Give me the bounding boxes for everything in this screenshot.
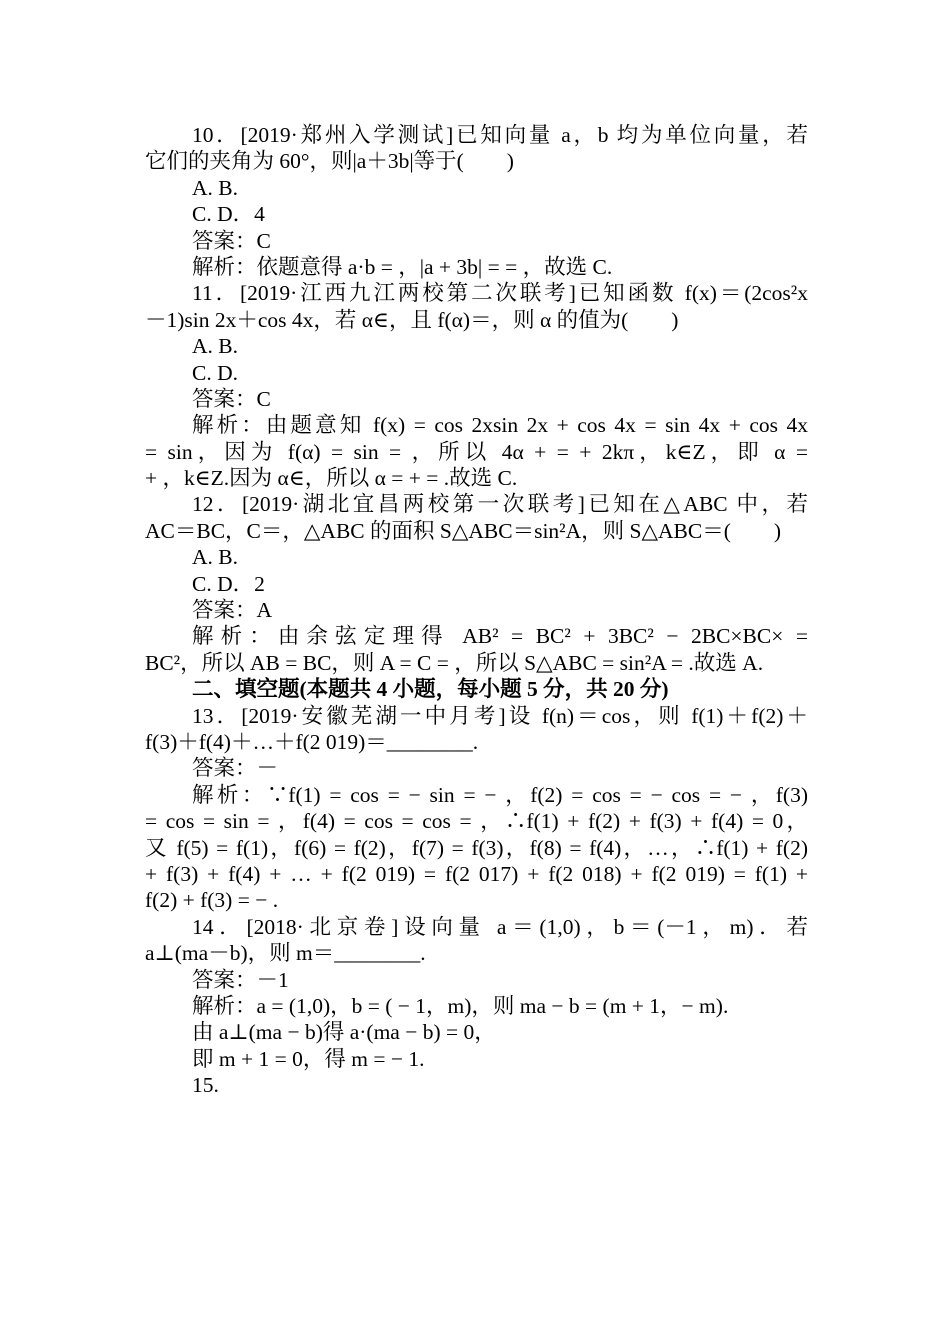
text-line: 14．[2018·北京卷]设向量 a＝(1,0)，b＝(－1，m)．若 xyxy=(192,914,808,939)
text-line: 15. xyxy=(192,1073,219,1098)
text-line: C. D．2 xyxy=(192,571,265,596)
text-line: 答案：C xyxy=(192,386,271,411)
text-line: + f(3) + f(4) + … + f(2 019) = f(2 017) + f(2 018) + f(2 019) = f(1) + xyxy=(145,861,808,886)
text-line: －1)sin 2x＋cos 4x，若 α∈，且 f(α)＝，则 α 的值为( ) xyxy=(145,307,679,332)
text-line: 解析：由余弦定理得 AB² = BC² + 3BC² − 2BC×BC× = xyxy=(192,624,808,649)
text-line: 它们的夹角为 60°，则|a＋3b|等于( ) xyxy=(145,149,514,174)
text-line: 答案：－ xyxy=(192,756,279,781)
text-line: A. B. xyxy=(192,175,238,200)
text-line: 答案：C xyxy=(192,228,271,253)
text-line: 13．[2019·安徽芜湖一中月考]设 f(n)＝cos，则 f(1)＋f(2)＋ xyxy=(192,703,808,728)
text-line: 即 m + 1 = 0，得 m = − 1. xyxy=(192,1046,425,1071)
text-line: 答案：A xyxy=(192,598,273,623)
text-line: 解析：∵f(1) = cos = − sin = − ，f(2) = cos = − cos = − ，f(3) xyxy=(192,782,808,807)
text-line: C. D. xyxy=(192,360,238,385)
text-line: 解析：依题意得 a·b = ，|a + 3b| = = ，故选 C. xyxy=(192,254,613,279)
text-line: 12．[2019·湖北宜昌两校第一次联考]已知在△ABC 中，若 xyxy=(192,492,808,517)
text-line: 10．[2019·郑州入学测试]已知向量 a，b 均为单位向量，若 xyxy=(192,123,808,147)
text-line: 由 a⊥(ma − b)得 a·(ma − b) = 0， xyxy=(192,1020,496,1045)
text-line: f(3)＋f(4)＋…＋f(2 019)＝________. xyxy=(145,729,479,754)
document-page xyxy=(145,122,808,1098)
text-line: f(2) + f(3) = − . xyxy=(145,888,279,913)
text-line: BC²，所以 AB = BC，则 A = C = ，所以 S△ABC = sin²A = .故选 A. xyxy=(145,650,764,675)
text-line: = cos = sin = ，f(4) = cos = cos = ，∴f(1) + f(2) + f(3) + f(4) = 0， xyxy=(145,809,808,834)
text-line: AC＝BC，C＝，△ABC 的面积 S△ABC＝sin²A，则 S△ABC＝( ) xyxy=(145,518,782,543)
text-line: A. B. xyxy=(192,545,238,570)
text-line: 又 f(5) = f(1)，f(6) = f(2)，f(7) = f(3)，f(8) = f(4)，…，∴f(1) + f(2) xyxy=(145,835,808,860)
text-line: + ，k∈Z.因为 α∈，所以 α = + = .故选 C. xyxy=(145,466,518,491)
text-line: 解析：由题意知 f(x) = cos 2xsin 2x + cos 4x = sin 4x + cos 4x xyxy=(192,413,808,438)
text-line: a⊥(ma－b)，则 m＝________. xyxy=(145,941,426,966)
text-line: C. D．4 xyxy=(192,202,265,227)
text-line: = sin，因为 f(α) = sin = ，所以 4α + = + 2kπ，k∈Z，即 α = xyxy=(145,439,808,464)
text-line: 11．[2019·江西九江两校第二次联考]已知函数 f(x)＝(2cos²x xyxy=(192,281,808,306)
text-line: A. B. xyxy=(192,334,238,359)
text-line: 解析：a = (1,0)，b = ( − 1，m)，则 ma − b = (m + 1，− m). xyxy=(192,993,729,1018)
text-line: 二、填空题(本题共 4 小题，每小题 5 分，共 20 分) xyxy=(192,677,669,702)
text-line: 答案：－1 xyxy=(192,967,289,992)
